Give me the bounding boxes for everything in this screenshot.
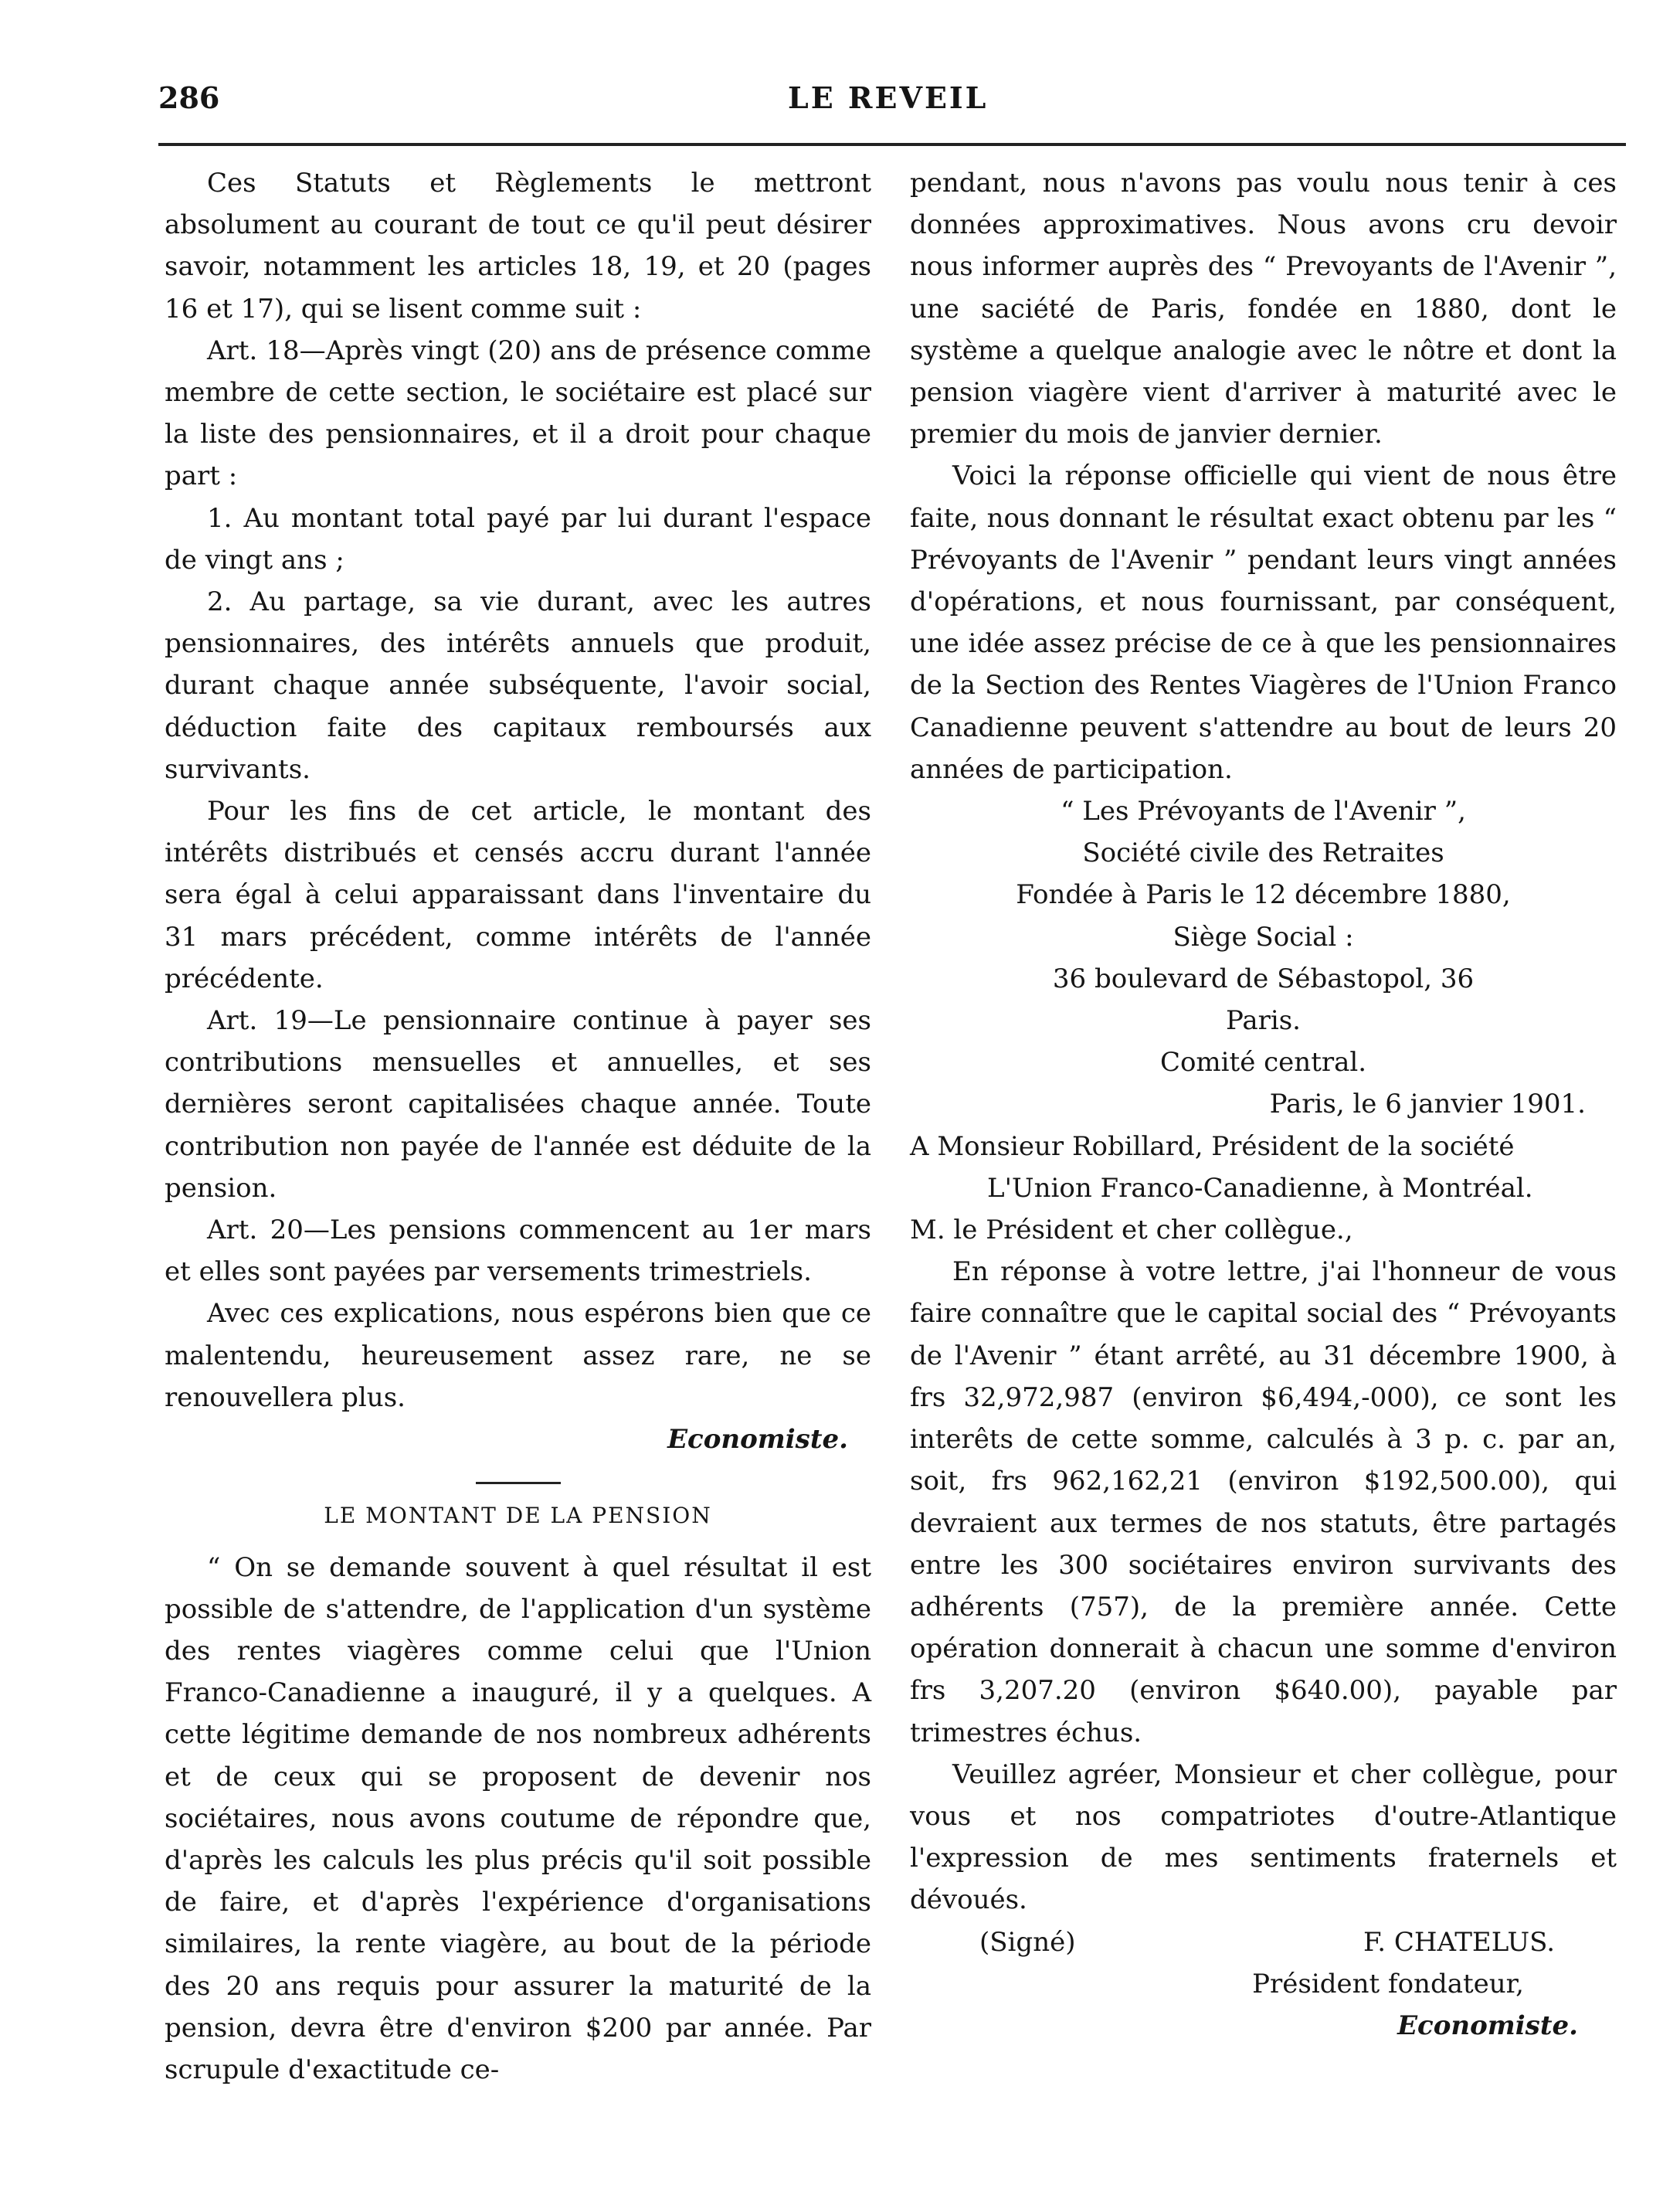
author-signature: Economiste.	[667, 1424, 848, 1456]
paragraph: pendant, nous n'avons pas voulu nous tenir à ces données approximatives. Nous avons cru devoir nous informer auprès des “ Prevoyants de l'Avenir ”, une saciété de Paris, fondée en 1880, dont le système a quelque analogie avec le nôtre et dont la pension viagère vient d'arriver à maturité avec le premier du mois de janvier dernier.	[910, 168, 1617, 450]
signature-block	[910, 1921, 1617, 1963]
letter-date: Paris, le 6 janvier 1901.	[1269, 1089, 1586, 1120]
letter-salutation: M. le Président et cher collègue.,	[910, 1215, 1353, 1246]
article-18-item-1: 1. Au montant total payé par lui durant l'espace de vingt ans ;	[165, 502, 871, 576]
signed-label: (Signé)	[979, 1926, 1076, 1958]
left-column	[165, 162, 871, 2091]
page-header	[158, 80, 1626, 127]
letter-addressee: A Monsieur Robillard, Président de la société	[910, 1130, 1515, 1162]
paragraph: Pour les fins de cet article, le montant des intérêts distribués et censés accru durant l'année sera égal à celui apparaissant dans l'inventaire du 31 mars précédent, comme intérêts de l'année précédente.	[165, 796, 871, 994]
running-title: LE REVEIL	[788, 80, 989, 115]
author-signature: Economiste.	[1397, 2010, 1578, 2041]
letterhead-line: Paris.	[1225, 1005, 1301, 1037]
section-title: LE MONTANT DE LA PENSION	[324, 1503, 712, 1529]
letterhead-line: “ Les Prévoyants de l'Avenir ”,	[1061, 796, 1466, 827]
letterhead-line: Fondée à Paris le 12 décembre 1880,	[1016, 879, 1511, 911]
article-19: Art. 19—Le pensionnaire continue à payer ses contributions mensuelles et annuelles, et ses dernières seront capitalisées chaque année. Toute contribution non payée de l'année est déduite de la pension.	[165, 1005, 871, 1204]
letter-closing: Veuillez agréer, Monsieur et cher collègue, pour vous et nos compatriotes d'outre-Atlantique l'expression de mes sentiments fraternels et dévoués.	[910, 1758, 1617, 1916]
article-18-item-2: 2. Au partage, sa vie durant, avec les autres pensionnaires, des intérêts annuels que produit, durant chaque année subséquente, l'avoir social, déduction faite des capitaux remboursés aux survivants.	[165, 586, 871, 785]
right-column	[910, 162, 1617, 2047]
letterhead-line: 36 boulevard de Sébastopol, 36	[1052, 963, 1475, 994]
letterhead-line: Siège Social :	[1173, 921, 1354, 953]
paragraph: Voici la réponse officielle qui vient de nous être faite, nous donnant le résultat exact obtenu par les “ Prévoyants de l'Avenir ” pendant leurs vingt années d'opérations, et nous fournissant, par conséquent, une idée assez précise de ce à que les pensionnaires de la Section des Rentes Viagères de l'Union Franco Canadienne peuvent s'attendre au bout de leurs 20 années de participation.	[910, 460, 1617, 785]
article-18: Art. 18—Après vingt (20) ans de présence comme membre de cette section, le sociétaire est placé sur la liste des pensionnaires, et il a droit pour chaque part :	[165, 335, 871, 492]
signer-title: Président fondateur,	[1252, 1968, 1524, 1999]
paragraph: Avec ces explications, nous espérons bien que ce malentendu, heureusement assez rare, ne se renouvellera plus.	[165, 1298, 871, 1413]
letter-addressee-line-2: L'Union Franco-Canadienne, à Montréal.	[987, 1172, 1533, 1204]
signer-name: F. CHATELUS.	[1363, 1926, 1555, 1958]
section-divider	[476, 1482, 561, 1484]
letterhead-line: Société civile des Retraites	[1082, 837, 1444, 869]
paragraph: Ces Statuts et Règlements le mettront absolument au courant de tout ce qu'il peut désirer savoir, notamment les articles 18, 19, et 20 (pages 16 et 17), qui se lisent comme suit :	[165, 168, 871, 324]
paragraph: “ On se demande souvent à quel résultat il est possible de s'attendre, de l'application d'un système des rentes viagères comme celui que l'Union Franco-Canadienne a inauguré, il y a quelques. A cette légitime demande de nos nombreux adhérents et de ceux qui se proposent de devenir nos sociétaires, nous avons coutume de répondre que, d'après les calculs les plus précis qu'il soit possible de faire, et d'après l'expérience d'organisations similaires, la rente viagère, au bout de la période des 20 ans requis pour assurer la maturité de la pension, devra être d'environ $200 par année. Par scrupule d'exactitude ce-	[165, 1551, 871, 2085]
letterhead-line: Comité central.	[1159, 1047, 1367, 1079]
header-rule	[158, 143, 1626, 146]
letter-body: En réponse à votre lettre, j'ai l'honneur de vous faire connaître que le capital social des “ Prévoyants de l'Avenir ” étant arrêté, au 31 décembre 1900, à frs 32,972,987 (environ $6,494,-000), ce sont les interêts de cette somme, calculés à 3 p. c. par an, soit, frs 962,162,21 (environ $192,500.00), qui devraient aux termes de nos statuts, être partagés entre les 300 sociétaires environ survivants des adhérents (757), de la première année. Cette opération donnerait à chacun une somme d'environ frs 3,207.20 (environ $640.00), payable par trimestres échus.	[910, 1256, 1617, 1748]
article-20: Art. 20—Les pensions commencent au 1er mars et elles sont payées par versements trimestriels.	[165, 1215, 871, 1288]
page-number: 286	[158, 80, 220, 115]
